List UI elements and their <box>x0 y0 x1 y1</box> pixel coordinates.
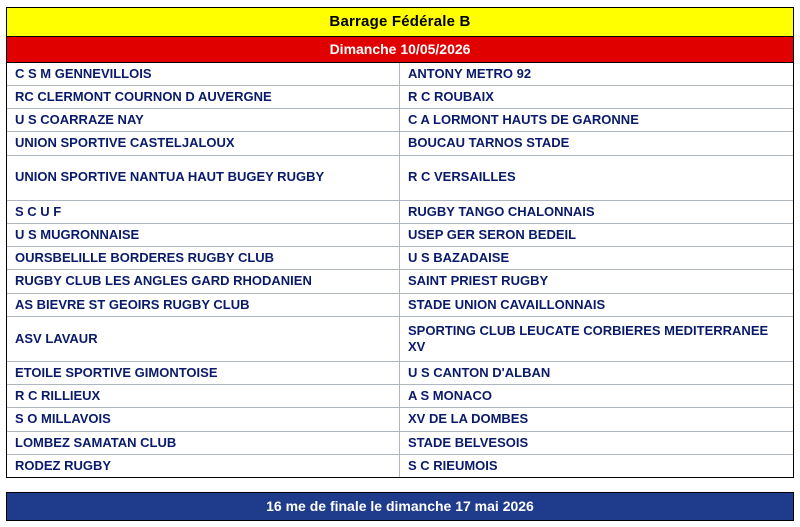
fixtures-table <box>6 63 794 479</box>
home-team: AS BIEVRE ST GEOIRS RUGBY CLUB <box>7 294 400 316</box>
away-team: U S CANTON D'ALBAN <box>408 364 551 380</box>
fixture-row <box>7 109 793 132</box>
fixture-row <box>7 201 793 224</box>
next-round-note: 16 me de finale le dimanche 17 mai 2026 <box>6 492 794 521</box>
away-team: BOUCAU TARNOS STADE <box>408 135 570 151</box>
fixture-row <box>7 86 793 109</box>
home-team: U S COARRAZE NAY <box>7 109 400 131</box>
home-team: S C U F <box>7 201 400 223</box>
fixture-row <box>7 294 793 317</box>
away-team: R C ROUBAIX <box>408 88 494 104</box>
home-team: OURSBELILLE BORDERES RUGBY CLUB <box>7 247 400 269</box>
home-team: C S M GENNEVILLOIS <box>7 63 400 85</box>
home-team: LOMBEZ SAMATAN CLUB <box>7 432 400 454</box>
away-team: S C RIEUMOIS <box>408 457 498 473</box>
away-team: USEP GER SERON BEDEIL <box>408 226 577 242</box>
bottom-spacer <box>0 478 800 486</box>
away-team: STADE UNION CAVAILLONNAIS <box>408 296 606 312</box>
away-team: ANTONY METRO 92 <box>408 65 532 81</box>
fixture-row <box>7 156 793 201</box>
home-team: UNION SPORTIVE NANTUA HAUT BUGEY RUGBY <box>7 156 400 200</box>
match-date: Dimanche 10/05/2026 <box>6 37 794 63</box>
home-team: U S MUGRONNAISE <box>7 224 400 246</box>
fixture-row <box>7 408 793 431</box>
fixture-row <box>7 270 793 293</box>
away-team: U S BAZADAISE <box>408 250 510 265</box>
away-team: A S MONACO <box>408 388 493 403</box>
away-team: C A LORMONT HAUTS DE GARONNE <box>408 112 639 127</box>
fixture-row <box>7 362 793 385</box>
fixture-row <box>7 385 793 408</box>
footer-wrap <box>0 486 800 527</box>
home-team: ASV LAVAUR <box>7 317 400 361</box>
away-team: RUGBY TANGO CHALONNAIS <box>408 203 595 219</box>
home-team: ETOILE SPORTIVE GIMONTOISE <box>7 362 400 384</box>
fixture-row <box>7 317 793 362</box>
fixture-row <box>7 455 793 477</box>
home-team: RC CLERMONT COURNON D AUVERGNE <box>7 86 400 108</box>
home-team: S O MILLAVOIS <box>7 408 400 430</box>
away-team: SAINT PRIEST RUGBY <box>408 273 549 289</box>
away-team: R C VERSAILLES <box>408 169 516 185</box>
away-team: XV DE LA DOMBES <box>408 411 529 427</box>
fixture-row <box>7 132 793 155</box>
home-team: RODEZ RUGBY <box>7 455 400 477</box>
fixture-row <box>7 224 793 247</box>
away-team: STADE BELVESOIS <box>408 434 529 450</box>
home-team: UNION SPORTIVE CASTELJALOUX <box>7 132 400 154</box>
fixture-row <box>7 247 793 270</box>
fixture-row <box>7 63 793 86</box>
home-team: RUGBY CLUB LES ANGLES GARD RHODANIEN <box>7 270 400 292</box>
away-team: SPORTING CLUB LEUCATE CORBIERES MEDITERRANEE XV <box>408 322 769 354</box>
home-team: R C RILLIEUX <box>7 385 400 407</box>
competition-title: Barrage Fédérale B <box>6 7 794 37</box>
fixture-row <box>7 432 793 455</box>
